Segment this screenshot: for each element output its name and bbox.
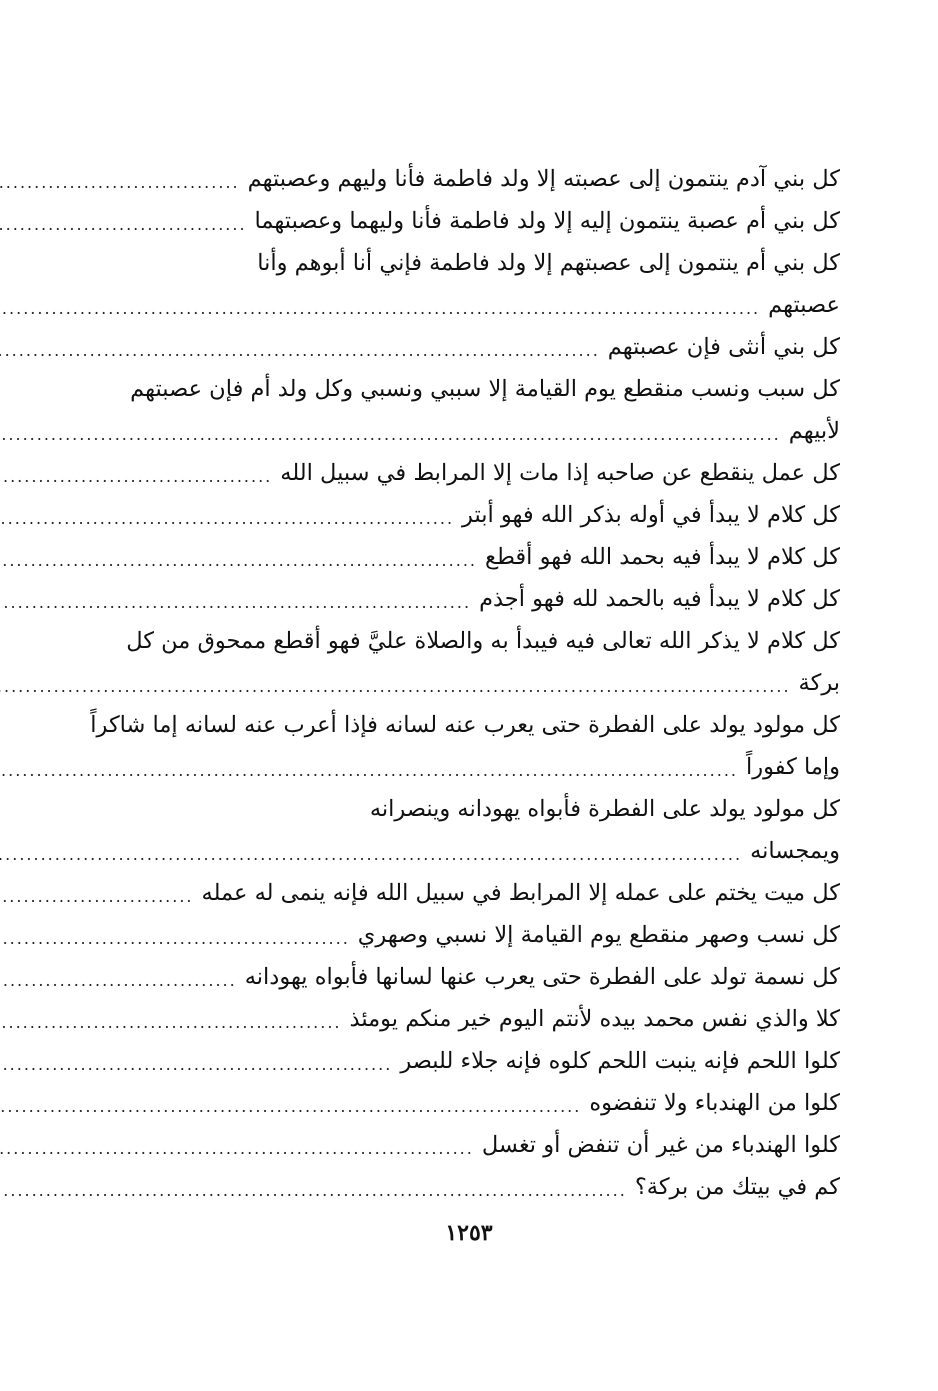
index-line-continued bbox=[98, 620, 840, 662]
dot-leader bbox=[0, 574, 471, 624]
hadith-entry: كل بني أنثى فإن عصبتهم bbox=[607, 334, 840, 360]
index-line bbox=[98, 494, 840, 536]
index-line bbox=[98, 284, 840, 326]
hadith-entry: كل نسمة تولد على الفطرة حتى يعرب عنها لسانها فأبواه يهودانه bbox=[244, 964, 840, 990]
hadith-entry: بركة bbox=[798, 670, 840, 696]
hadith-entry: وإما كفوراً bbox=[745, 754, 840, 780]
index-line bbox=[98, 200, 840, 242]
hadith-entry: كل مولود يولد على الفطرة حتى يعرب عنه لسانه فإذا أعرب عنه لسانه إما شاكراً bbox=[90, 712, 840, 738]
hadith-entry: كل بني أم ينتمون إلى عصبتهم إلا ولد فاطمة فإني أنا أبوهم وأنا bbox=[257, 250, 840, 276]
index-line bbox=[98, 1040, 840, 1082]
index-line bbox=[98, 158, 840, 200]
hadith-entry: كل سبب ونسب منقطع يوم القيامة إلا سببي ونسبي وكل ولد أم فإن عصبتهم bbox=[130, 376, 840, 402]
hadith-entry: كلوا من الهندباء ولا تنفضوه bbox=[589, 1090, 840, 1116]
hadith-entry: لأبيهم bbox=[788, 418, 840, 444]
index-line-continued bbox=[98, 368, 840, 410]
hadith-entry: كلوا الهندباء من غير أن تنفض أو تغسل bbox=[481, 1132, 840, 1158]
page-number: ١٢٥٣ bbox=[445, 1220, 493, 1246]
dot-leader bbox=[0, 658, 791, 708]
hadith-entry: كل بني أم عصبة ينتمون إليه إلا ولد فاطمة فأنا وليهما وعصبتهما bbox=[254, 208, 840, 234]
dot-leader bbox=[0, 322, 600, 372]
index-line bbox=[98, 1082, 840, 1124]
hadith-entry: كل بني آدم ينتمون إلى عصبته إلا ولد فاطمة فأنا وليهم وعصبتهم bbox=[247, 166, 840, 192]
index-line bbox=[98, 452, 840, 494]
index-line-continued bbox=[98, 242, 840, 284]
dot-leader bbox=[0, 196, 247, 246]
index-line bbox=[98, 914, 840, 956]
hadith-entry: كم في بيتك من بركة؟ bbox=[634, 1174, 840, 1200]
hadith-entry: كل كلام لا يذكر الله تعالى فيه فيبدأ به والصلاة عليَّ فهو أقطع ممحوق من كل bbox=[126, 628, 840, 654]
hadith-entry: كلوا اللحم فإنه ينبت اللحم كلوه فإنه جلاء للبصر bbox=[400, 1048, 840, 1074]
index-line bbox=[98, 536, 840, 578]
hadith-entry: كل مولود يولد على الفطرة فأبواه يهودانه وينصرانه bbox=[369, 796, 840, 822]
hadith-entry: كل كلام لا يبدأ في أوله بذكر الله فهو أبتر bbox=[462, 502, 840, 528]
index-line bbox=[98, 326, 840, 368]
index-line bbox=[98, 998, 840, 1040]
hadith-entry: كل كلام لا يبدأ فيه بحمد الله فهو أقطع bbox=[484, 544, 840, 570]
index-line-continued bbox=[90, 704, 840, 746]
index-line-continued bbox=[98, 788, 840, 830]
hadith-entry: كل عمل ينقطع عن صاحبه إذا مات إلا المرابط في سبيل الله bbox=[280, 460, 840, 486]
hadith-entry: كل كلام لا يبدأ فيه بالحمد لله فهو أجذم bbox=[479, 586, 840, 612]
index-line bbox=[98, 956, 840, 998]
index-line bbox=[98, 1166, 840, 1208]
hadith-entry: كل ميت يختم على عمله إلا المرابط في سبيل الله فإنه ينمى له عمله bbox=[201, 880, 840, 906]
dot-leader bbox=[0, 742, 738, 792]
index-line bbox=[98, 578, 840, 620]
hadith-entry: كلا والذي نفس محمد بيده لأنتم اليوم خير منكم يومئذ bbox=[349, 1006, 840, 1032]
index-line bbox=[98, 1124, 840, 1166]
index-line bbox=[98, 746, 840, 788]
hadith-entry: كل نسب وصهر منقطع يوم القيامة إلا نسبي وصهري bbox=[357, 922, 840, 948]
index-line bbox=[98, 872, 840, 914]
dot-leader bbox=[0, 1162, 627, 1212]
index-page bbox=[90, 158, 840, 1208]
index-line bbox=[98, 830, 840, 872]
index-line bbox=[98, 410, 840, 452]
hadith-entry: ويمجسانه bbox=[750, 838, 840, 864]
index-line bbox=[98, 662, 840, 704]
hadith-entry: عصبتهم bbox=[768, 292, 840, 318]
